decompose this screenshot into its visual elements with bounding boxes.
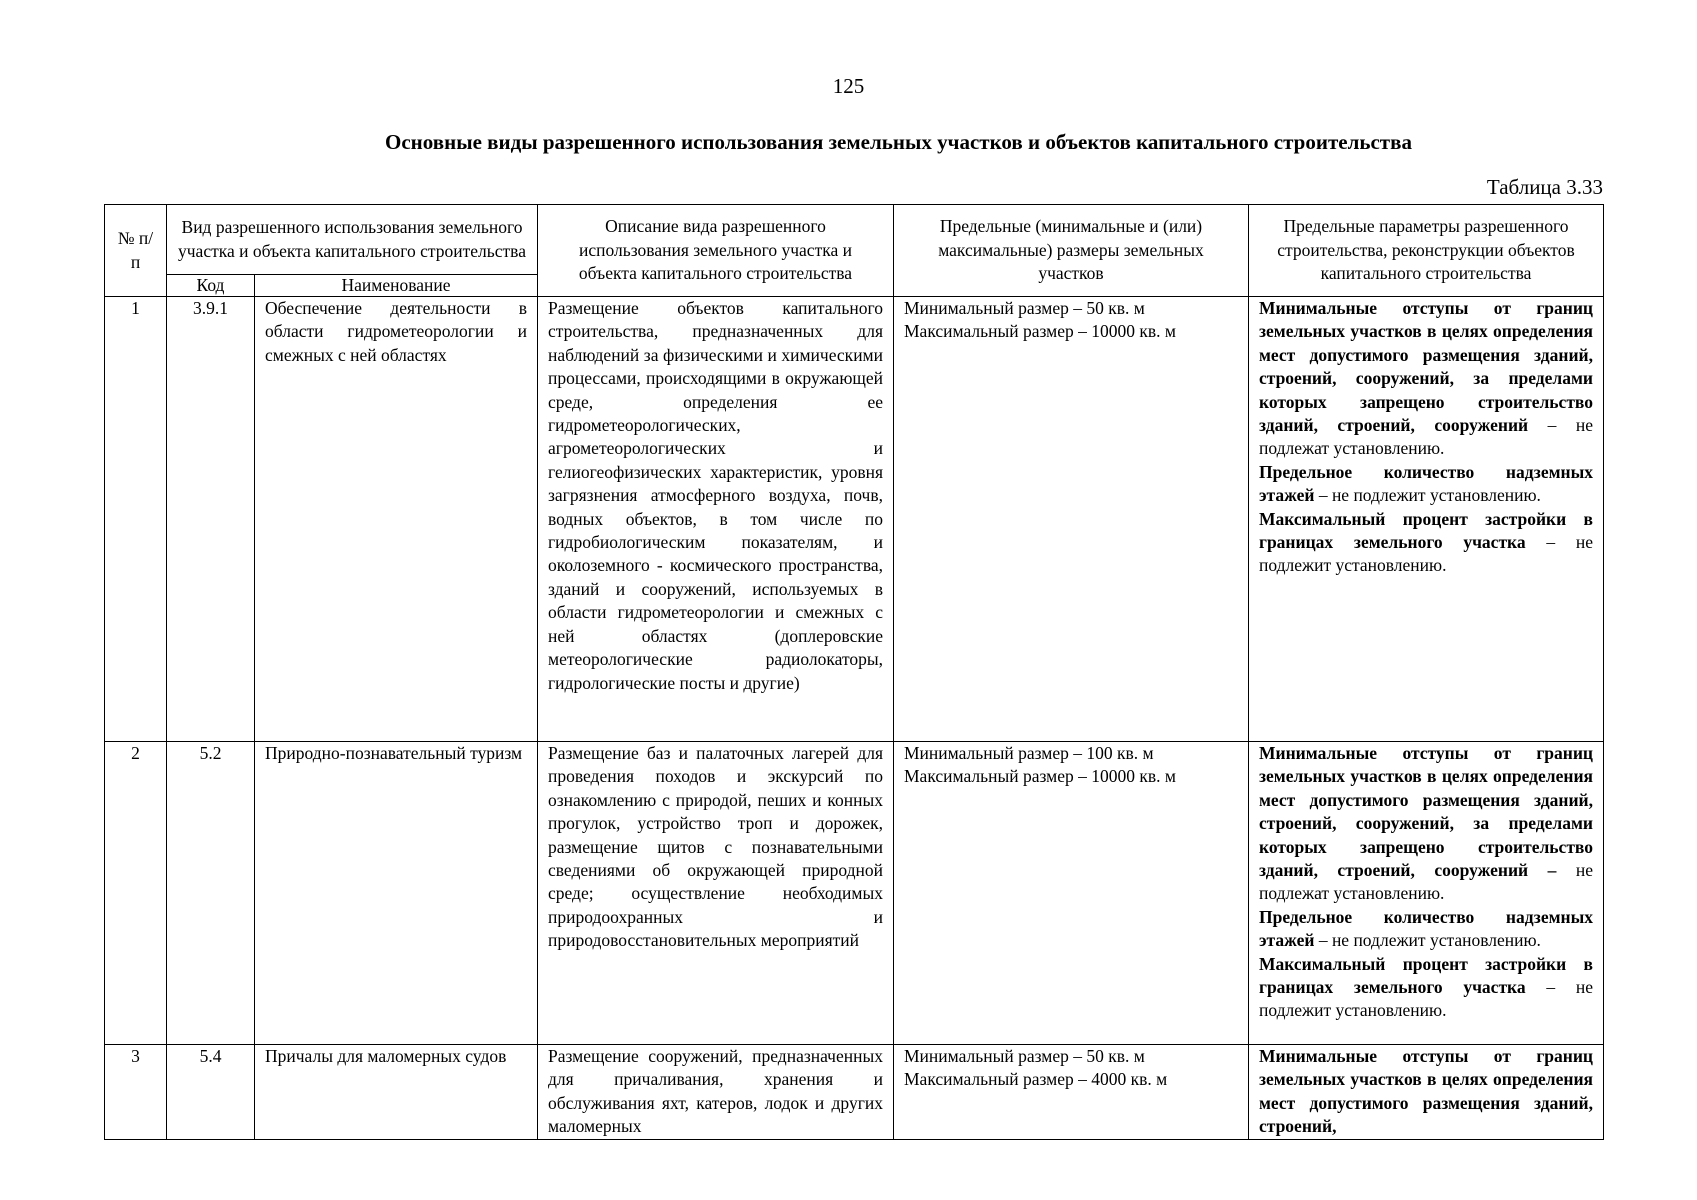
header-name: Наименование [255,275,538,297]
cell-num: 2 [105,742,167,1045]
cell-sizes [894,1045,1249,1140]
header-num: № п/п [105,205,167,297]
param-setbacks-label: Минимальные отступы от границ земельных участков в целях определения мест допустимого размещения зданий, строений, сооружений, за пределами которых запрещено строительство зданий, строений, сооружений – [1259,743,1593,881]
param-floors-label: Предельное количество надземных этажей [1259,461,1593,506]
param-coverage [1259,953,1593,1023]
table-header-row [105,205,1604,275]
cell-code: 3.9.1 [167,297,255,742]
cell-name: Природно-познавательный туризм [255,742,538,1045]
cell-params [1249,1045,1604,1140]
table-row [105,742,1604,1045]
param-coverage-label: Максимальный процент застройки в границах земельного участка [1259,508,1593,553]
header-description: Описание вида разрешенного использования земельного участка и объекта капитального строительства [538,205,894,297]
page-number: 125 [832,74,865,98]
cell-code: 5.4 [167,1045,255,1140]
param-floors-value: – не подлежит установлению. [1314,930,1541,951]
header-vid: Вид разрешенного использования земельного участка и объекта капитального строительства [167,205,538,275]
cell-code: 5.2 [167,742,255,1045]
header-code: Код [167,275,255,297]
cell-name: Причалы для маломерных судов [255,1045,538,1140]
param-setbacks-label: Минимальные отступы от границ земельных участков в целях определения мест допустимого размещения зданий, строений, [1259,1046,1593,1137]
cell-num: 1 [105,297,167,742]
cell-num: 3 [105,1045,167,1140]
param-floors [1259,461,1593,508]
size-max: Максимальный размер – 4000 кв. м [904,1069,1168,1090]
size-min: Минимальный размер – 100 кв. м [904,743,1154,763]
param-setbacks [1259,1045,1593,1139]
cell-sizes [894,297,1249,742]
cell-description: Размещение сооружений, предназначенных для причаливания, хранения и обслуживания яхт, катеров, лодок и других маломерных [538,1045,894,1140]
cell-sizes [894,742,1249,1045]
cell-params [1249,742,1604,1045]
param-floors-label: Предельное количество надземных этажей [1259,906,1593,951]
document-title: Основные виды разрешенного использования земельных участков и объектов капитального строительства [385,130,1412,154]
cell-name: Обеспечение деятельности в области гидрометеорологии и смежных с ней областях [255,297,538,742]
param-floors-value: – не подлежит установлению. [1314,485,1541,506]
param-setbacks [1259,742,1593,906]
param-setbacks-value: не подлежат установлению. [1259,860,1593,904]
param-coverage-value: – не подлежит установлению. [1259,532,1593,576]
param-setbacks-label: Минимальные отступы от границ земельных участков в целях определения мест допустимого размещения зданий, строений, сооружений, за пределами которых запрещено строительство зданий, строений, сооружений [1259,298,1593,436]
param-coverage [1259,508,1593,578]
param-floors [1259,906,1593,953]
param-setbacks [1259,297,1593,461]
param-setbacks-value: – не подлежат установлению. [1259,415,1593,459]
table-row [105,297,1604,742]
table-row [105,1045,1604,1140]
table-caption: Таблица 3.33 [1486,175,1603,199]
cell-description: Размещение объектов капитального строительства, предназначенных для наблюдений за физическими и химическими процессами, происходящими в окружающей среде, определения ее гидрометеорологических, агрометеорологических и гелиогеофизических характеристик, уровня загрязнения атмосферного воздуха, почв, водных объектов, в том числе по гидробиологическим показателям, и околоземного - космического пространства, зданий и сооружений, используемых в области гидрометеорологии и смежных с ней областях (доплеровские метеорологические радиолокаторы, гидрологические посты и другие) [538,297,894,742]
size-min: Минимальный размер – 50 кв. м [904,1046,1145,1066]
header-sizes: Предельные (минимальные и (или) максимальные) размеры земельных участков [894,205,1249,297]
param-coverage-value: – не подлежит установлению. [1259,977,1593,1021]
size-max: Максимальный размер – 10000 кв. м [904,321,1176,342]
cell-params [1249,297,1604,742]
header-params: Предельные параметры разрешенного строительства, реконструкции объектов капитального строительства [1249,205,1604,297]
cell-description: Размещение баз и палаточных лагерей для проведения походов и экскурсий по ознакомлению с природой, пеших и конных прогулок, устройство троп и дорожек, размещение щитов с познавательными сведениями об окружающей природной среде; осуществление необходимых природоохранных и природовосстановительных мероприятий [538,742,894,1045]
size-max: Максимальный размер – 10000 кв. м [904,766,1176,787]
size-min: Минимальный размер – 50 кв. м [904,298,1145,318]
param-coverage-label: Максимальный процент застройки в границах земельного участка [1259,953,1593,998]
land-use-table [104,204,1604,1140]
